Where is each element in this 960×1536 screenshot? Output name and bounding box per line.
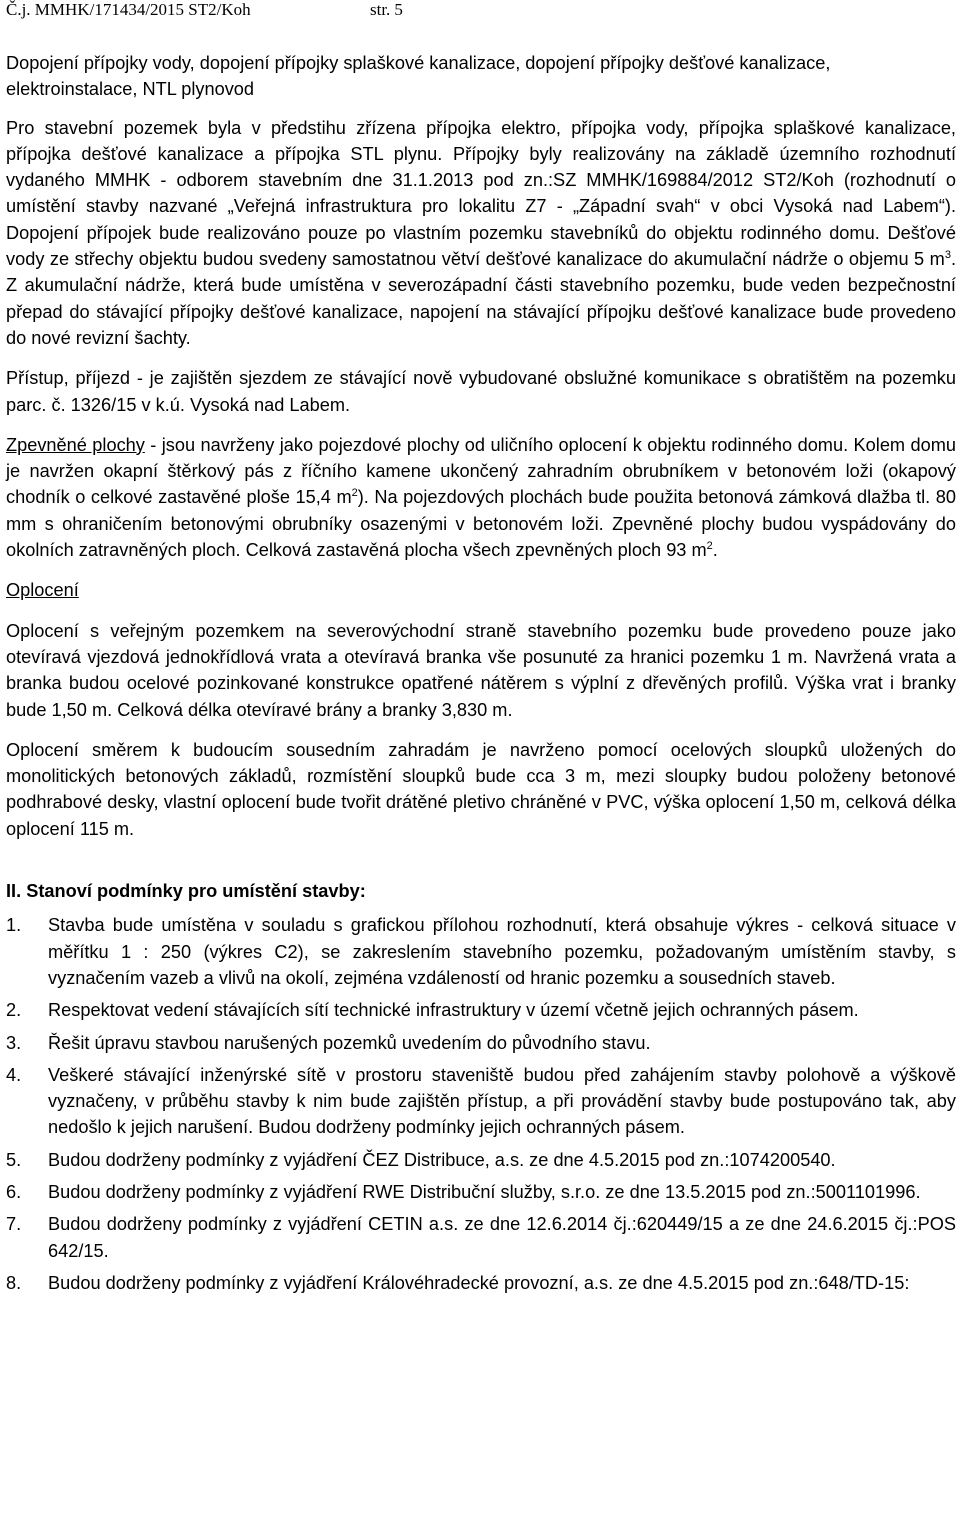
list-item: 5. Budou dodrženy podmínky z vyjádření ČEZ Distribuce, a.s. ze dne 4.5.2015 pod zn.:1074200540. bbox=[6, 1149, 836, 1170]
page-header bbox=[6, 0, 956, 22]
fencing-title: Oplocení bbox=[6, 580, 79, 601]
list-item: 8. Budou dodrženy podmínky z vyjádření Královéhradecké provozní, a.s. ze dne 4.5.2015 pod zn.:648/TD-15: bbox=[6, 1272, 910, 1293]
access-paragraph: Přístup, příjezd - je zajištěn sjezdem ze stávající nově vybudované obslužné komunikace s obratištěm na pozemku parc. č. 1326/15 v k.ú. Vysoká nad Labem. bbox=[6, 368, 956, 415]
superscript-square: 2 bbox=[706, 539, 713, 552]
list-item: 6. Budou dodrženy podmínky z vyjádření RWE Distribuční služby, s.r.o. ze dne 13.5.2015 pod zn.:5001101996. bbox=[6, 1181, 921, 1202]
page-prefix: str. bbox=[370, 0, 391, 19]
connections-title: Dopojení přípojky vody, dopojení přípojky splaškové kanalizace, dopojení přípojky dešťové kanalizace, elektroinstalace, NTL plynovod bbox=[6, 53, 831, 100]
conditions-title: II. Stanoví podmínky pro umístění stavby: bbox=[6, 881, 366, 902]
superscript-cubic: 3 bbox=[944, 249, 951, 262]
paved-areas-label: Zpevněné plochy bbox=[6, 434, 145, 455]
list-item: 2. Respektovat vedení stávajících sítí technické infrastruktury v území včetně jejich ochranných pásem. bbox=[6, 1000, 859, 1021]
conditions-list bbox=[6, 912, 956, 1296]
list-item: 4. Veškeré stávající inženýrské sítě v prostoru staveniště budou před zahájením stavby polohově a výškově vyznačeny, v průběhu stavby k nim bude zajištěn přístup, a při provádění stavby bude postupováno tak, aby nedošlo k jejich narušení. Budou dodrženy podmínky jejich ochranných pásem. bbox=[6, 1064, 956, 1138]
list-item: 3. Řešit úpravu stavbou narušených pozemků uvedením do původního stavu. bbox=[6, 1032, 651, 1053]
fencing-paragraph-2: Oplocení směrem k budoucím sousedním zahradám je navrženo pomocí ocelových sloupků uložených do monolitických betonových základů, rozmístění sloupků bude cca 3 m, mezi sloupky budou položeny betonové podhrabové desky, vlastní oplocení bude tvořit drátěné pletivo chráněné v PVC, výška oplocení 1,50 m, celková délka oplocení 115 m. bbox=[6, 739, 956, 839]
document-reference: Č.j. MMHK/171434/2015 ST2/Koh bbox=[6, 0, 251, 19]
list-item: 1. Stavba bude umístěna v souladu s grafickou přílohou rozhodnutí, která obsahuje výkres - celková situace v měřítku 1 : 250 (výkres C2), se zakreslením stavebního pozemku, požadovaným umístěním stavby, s vyznačením vazeb a vlivů na okolí, zejména vzdáleností od hranic pozemku a sousedních staveb. bbox=[6, 915, 956, 988]
connections-paragraph: Pro stavební pozemek byla v předstihu zřízena přípojka elektro, přípojka vody, přípojka splaškové kanalizace, přípojka dešťové kanalizace a přípojka STL plynu. Přípojky byly realizovány na základě územního rozhodnutí vydaného MMHK - odborem stavebním dne 31.1.2013 pod zn.:SZ MMHK/169884/2012 ST2/Koh (rozhodnutí o umístění stavby nazvané „Veřejná infrastruktura pro lokalitu Z7 - „Západní svah“ v obci Vysoká nad Labem“). Dopojení přípojek bude realizováno pouze po vlastním pozemku stavebníků do objektu rodinného domu. Dešťové vody ze střechy objektu budou svedeny samostatnou větví dešťové kanalizace do akumulační nádrže o objemu 5 $m^3$. Z akumulační nádrže, která bude umístěna v severozápadní části stavebního pozemku, bude veden bezpečnostní přepad do stávající přípojky dešťové kanalizace, napojení na stávající přípojku dešťové kanalizace bude provedeno do nové revizní šachty. bbox=[6, 117, 956, 348]
paved-areas-paragraph: Zpevněné plochy - jsou navrženy jako pojezdové plochy od uličního oplocení k objektu rodinného domu. Kolem domu je navržen okapní štěrkový pás z říčního kamene ukončený zahradním obrubníkem v betonovém loži (okapový chodník o celkové zastavěné ploše 15,4 $m^2$). Na pojezdových plochách bude použita betonová zámková dlažba tl. 80 mm s ohraničením betonovými obrubníky osazenými v betonovém loži. Zpevněné plochy budou vyspádovány do okolních zatravněných ploch. Celková zastavěná plocha všech zpevněných ploch 93 $m^2$. bbox=[6, 434, 956, 561]
fencing-paragraph-1: Oplocení s veřejným pozemkem na severovýchodní straně stavebního pozemku bude provedeno pouze jako otevíravá vjezdová jednokřídlová vrata a otevíravá branka vše posunuté za hranici pozemku 1 m. Navržená vrata a branka budou ocelové pozinkované konstrukce opatřené nátěrem s výplní z dřevěných profilů. Výška vrat i branky bude 1,50 m. Celková délka otevíravé brány a branky 3,830 m. bbox=[6, 620, 956, 720]
page-number bbox=[370, 0, 403, 20]
list-item: 7. Budou dodrženy podmínky z vyjádření CETIN a.s. ze dne 12.6.2014 čj.:620449/15 a ze dne 24.6.2015 čj.:POS 642/15. bbox=[6, 1214, 956, 1261]
page-number-value: 5 bbox=[394, 0, 403, 19]
superscript-square: 2 bbox=[351, 487, 358, 500]
